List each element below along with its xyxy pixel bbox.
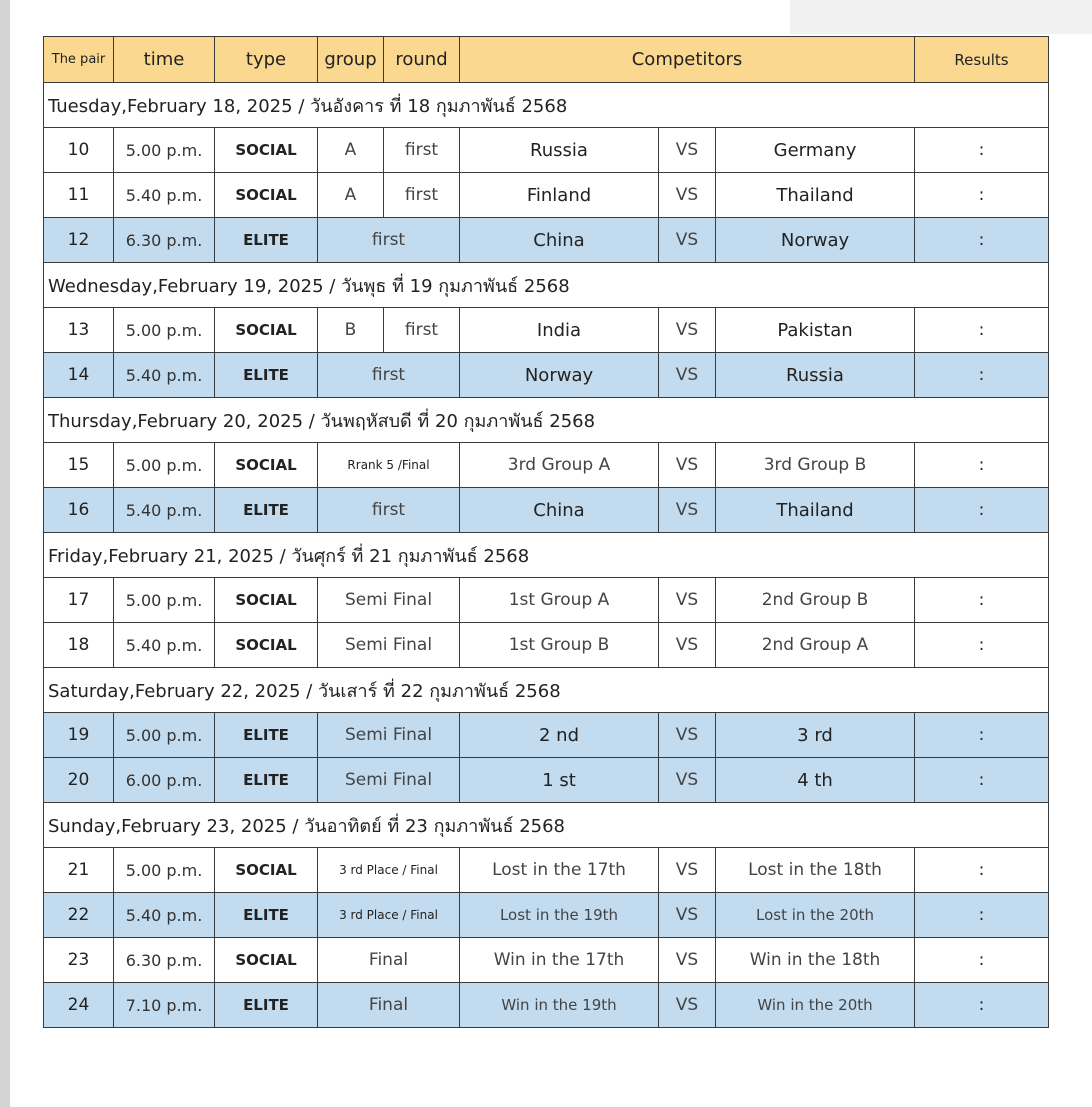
match-row bbox=[44, 893, 1049, 938]
vs-label: VS bbox=[659, 713, 716, 758]
date-row bbox=[44, 263, 1049, 308]
match-row bbox=[44, 443, 1049, 488]
match-row bbox=[44, 173, 1049, 218]
match-row bbox=[44, 128, 1049, 173]
vs-label: VS bbox=[659, 758, 716, 803]
vs-label: VS bbox=[659, 983, 716, 1028]
team-2: 2nd Group B bbox=[716, 578, 915, 623]
date-heading: Thursday,February 20, 2025 / วันพฤหัสบดี ที่ 20 กุมภาพันธ์ 2568 bbox=[44, 398, 1049, 443]
col-header-group: group bbox=[318, 37, 384, 83]
date-row bbox=[44, 803, 1049, 848]
team-1: 1st Group B bbox=[460, 623, 659, 668]
result-cell: : bbox=[915, 713, 1049, 758]
result-cell: : bbox=[915, 623, 1049, 668]
match-row bbox=[44, 578, 1049, 623]
date-heading: Wednesday,February 19, 2025 / วันพุธ ที่ 19 กุมภาพันธ์ 2568 bbox=[44, 263, 1049, 308]
round-cell: first bbox=[318, 488, 460, 533]
pair-number: 23 bbox=[44, 938, 114, 983]
round-cell: first bbox=[384, 308, 460, 353]
result-cell: : bbox=[915, 353, 1049, 398]
match-type: ELITE bbox=[215, 758, 318, 803]
pair-number: 12 bbox=[44, 218, 114, 263]
result-cell: : bbox=[915, 218, 1049, 263]
pair-number: 11 bbox=[44, 173, 114, 218]
team-2: Pakistan bbox=[716, 308, 915, 353]
header-row bbox=[44, 37, 1049, 83]
match-time: 5.00 p.m. bbox=[114, 578, 215, 623]
team-2: Germany bbox=[716, 128, 915, 173]
match-time: 5.00 p.m. bbox=[114, 128, 215, 173]
pair-number: 15 bbox=[44, 443, 114, 488]
team-2: Win in the 18th bbox=[716, 938, 915, 983]
match-row bbox=[44, 623, 1049, 668]
date-row bbox=[44, 533, 1049, 578]
date-heading: Sunday,February 23, 2025 / วันอาทิตย์ ที่ 23 กุมภาพันธ์ 2568 bbox=[44, 803, 1049, 848]
match-time: 5.40 p.m. bbox=[114, 173, 215, 218]
team-1: 3rd Group A bbox=[460, 443, 659, 488]
match-schedule-table bbox=[43, 36, 1049, 1028]
match-time: 6.30 p.m. bbox=[114, 938, 215, 983]
match-type: SOCIAL bbox=[215, 623, 318, 668]
col-header-results: Results bbox=[915, 37, 1049, 83]
team-1: Finland bbox=[460, 173, 659, 218]
team-1: Russia bbox=[460, 128, 659, 173]
match-time: 6.30 p.m. bbox=[114, 218, 215, 263]
pair-number: 22 bbox=[44, 893, 114, 938]
round-cell: Semi Final bbox=[318, 713, 460, 758]
result-cell: : bbox=[915, 578, 1049, 623]
match-row bbox=[44, 308, 1049, 353]
col-header-pair: The pair bbox=[44, 37, 114, 83]
round-cell: Semi Final bbox=[318, 623, 460, 668]
match-type: ELITE bbox=[215, 353, 318, 398]
team-2: Win in the 20th bbox=[716, 983, 915, 1028]
team-1: Lost in the 17th bbox=[460, 848, 659, 893]
team-2: 4 th bbox=[716, 758, 915, 803]
pair-number: 19 bbox=[44, 713, 114, 758]
match-row bbox=[44, 983, 1049, 1028]
col-header-type: type bbox=[215, 37, 318, 83]
result-cell: : bbox=[915, 308, 1049, 353]
team-2: 3rd Group B bbox=[716, 443, 915, 488]
vs-label: VS bbox=[659, 578, 716, 623]
match-time: 6.00 p.m. bbox=[114, 758, 215, 803]
round-cell: Final bbox=[318, 983, 460, 1028]
team-1: China bbox=[460, 218, 659, 263]
group-cell: B bbox=[318, 308, 384, 353]
match-type: ELITE bbox=[215, 488, 318, 533]
team-1: 2 nd bbox=[460, 713, 659, 758]
match-type: SOCIAL bbox=[215, 128, 318, 173]
result-cell: : bbox=[915, 938, 1049, 983]
pair-number: 24 bbox=[44, 983, 114, 1028]
match-type: SOCIAL bbox=[215, 938, 318, 983]
col-header-competitors: Competitors bbox=[460, 37, 915, 83]
vs-label: VS bbox=[659, 623, 716, 668]
round-cell: 3 rd Place / Final bbox=[318, 893, 460, 938]
result-cell: : bbox=[915, 488, 1049, 533]
pair-number: 14 bbox=[44, 353, 114, 398]
result-cell: : bbox=[915, 848, 1049, 893]
group-cell: A bbox=[318, 173, 384, 218]
match-time: 5.00 p.m. bbox=[114, 443, 215, 488]
round-cell: Rrank 5 /Final bbox=[318, 443, 460, 488]
pair-number: 10 bbox=[44, 128, 114, 173]
schedule-body bbox=[44, 83, 1049, 1028]
date-row bbox=[44, 668, 1049, 713]
team-1: China bbox=[460, 488, 659, 533]
round-cell: first bbox=[318, 218, 460, 263]
match-row bbox=[44, 488, 1049, 533]
team-1: 1 st bbox=[460, 758, 659, 803]
team-2: Lost in the 18th bbox=[716, 848, 915, 893]
result-cell: : bbox=[915, 443, 1049, 488]
team-1: 1st Group A bbox=[460, 578, 659, 623]
vs-label: VS bbox=[659, 848, 716, 893]
group-cell: A bbox=[318, 128, 384, 173]
vs-label: VS bbox=[659, 128, 716, 173]
pair-number: 20 bbox=[44, 758, 114, 803]
round-cell: Semi Final bbox=[318, 578, 460, 623]
match-time: 5.00 p.m. bbox=[114, 308, 215, 353]
date-row bbox=[44, 83, 1049, 128]
match-time: 5.40 p.m. bbox=[114, 623, 215, 668]
match-time: 5.40 p.m. bbox=[114, 488, 215, 533]
team-1: India bbox=[460, 308, 659, 353]
vs-label: VS bbox=[659, 308, 716, 353]
match-type: SOCIAL bbox=[215, 578, 318, 623]
col-header-round: round bbox=[384, 37, 460, 83]
result-cell: : bbox=[915, 758, 1049, 803]
result-cell: : bbox=[915, 128, 1049, 173]
vs-label: VS bbox=[659, 893, 716, 938]
page-left-edge bbox=[0, 0, 10, 1107]
top-right-faded-area bbox=[790, 0, 1092, 34]
vs-label: VS bbox=[659, 488, 716, 533]
match-type: SOCIAL bbox=[215, 443, 318, 488]
team-2: Thailand bbox=[716, 173, 915, 218]
pair-number: 18 bbox=[44, 623, 114, 668]
col-header-time: time bbox=[114, 37, 215, 83]
round-cell: first bbox=[384, 173, 460, 218]
match-row bbox=[44, 758, 1049, 803]
team-2: Thailand bbox=[716, 488, 915, 533]
team-1: Lost in the 19th bbox=[460, 893, 659, 938]
match-type: SOCIAL bbox=[215, 848, 318, 893]
date-heading: Friday,February 21, 2025 / วันศุกร์ ที่ 21 กุมภาพันธ์ 2568 bbox=[44, 533, 1049, 578]
team-1: Win in the 17th bbox=[460, 938, 659, 983]
vs-label: VS bbox=[659, 938, 716, 983]
result-cell: : bbox=[915, 173, 1049, 218]
pair-number: 16 bbox=[44, 488, 114, 533]
match-row bbox=[44, 218, 1049, 263]
team-2: 2nd Group A bbox=[716, 623, 915, 668]
vs-label: VS bbox=[659, 443, 716, 488]
team-2: Norway bbox=[716, 218, 915, 263]
pair-number: 13 bbox=[44, 308, 114, 353]
match-type: ELITE bbox=[215, 713, 318, 758]
round-cell: first bbox=[384, 128, 460, 173]
match-type: SOCIAL bbox=[215, 308, 318, 353]
round-cell: first bbox=[318, 353, 460, 398]
result-cell: : bbox=[915, 893, 1049, 938]
match-type: ELITE bbox=[215, 893, 318, 938]
vs-label: VS bbox=[659, 218, 716, 263]
team-2: 3 rd bbox=[716, 713, 915, 758]
match-type: ELITE bbox=[215, 218, 318, 263]
team-1: Norway bbox=[460, 353, 659, 398]
pair-number: 17 bbox=[44, 578, 114, 623]
team-1: Win in the 19th bbox=[460, 983, 659, 1028]
match-row bbox=[44, 353, 1049, 398]
vs-label: VS bbox=[659, 353, 716, 398]
match-type: ELITE bbox=[215, 983, 318, 1028]
round-cell: 3 rd Place / Final bbox=[318, 848, 460, 893]
match-time: 5.40 p.m. bbox=[114, 353, 215, 398]
date-row bbox=[44, 398, 1049, 443]
team-2: Lost in the 20th bbox=[716, 893, 915, 938]
date-heading: Saturday,February 22, 2025 / วันเสาร์ ที่ 22 กุมภาพันธ์ 2568 bbox=[44, 668, 1049, 713]
match-time: 5.00 p.m. bbox=[114, 713, 215, 758]
pair-number: 21 bbox=[44, 848, 114, 893]
match-row bbox=[44, 848, 1049, 893]
match-row bbox=[44, 938, 1049, 983]
match-time: 7.10 p.m. bbox=[114, 983, 215, 1028]
match-type: SOCIAL bbox=[215, 173, 318, 218]
match-time: 5.40 p.m. bbox=[114, 893, 215, 938]
round-cell: Semi Final bbox=[318, 758, 460, 803]
date-heading: Tuesday,February 18, 2025 / วันอังคาร ที่ 18 กุมภาพันธ์ 2568 bbox=[44, 83, 1049, 128]
match-row bbox=[44, 713, 1049, 758]
match-time: 5.00 p.m. bbox=[114, 848, 215, 893]
round-cell: Final bbox=[318, 938, 460, 983]
vs-label: VS bbox=[659, 173, 716, 218]
team-2: Russia bbox=[716, 353, 915, 398]
result-cell: : bbox=[915, 983, 1049, 1028]
